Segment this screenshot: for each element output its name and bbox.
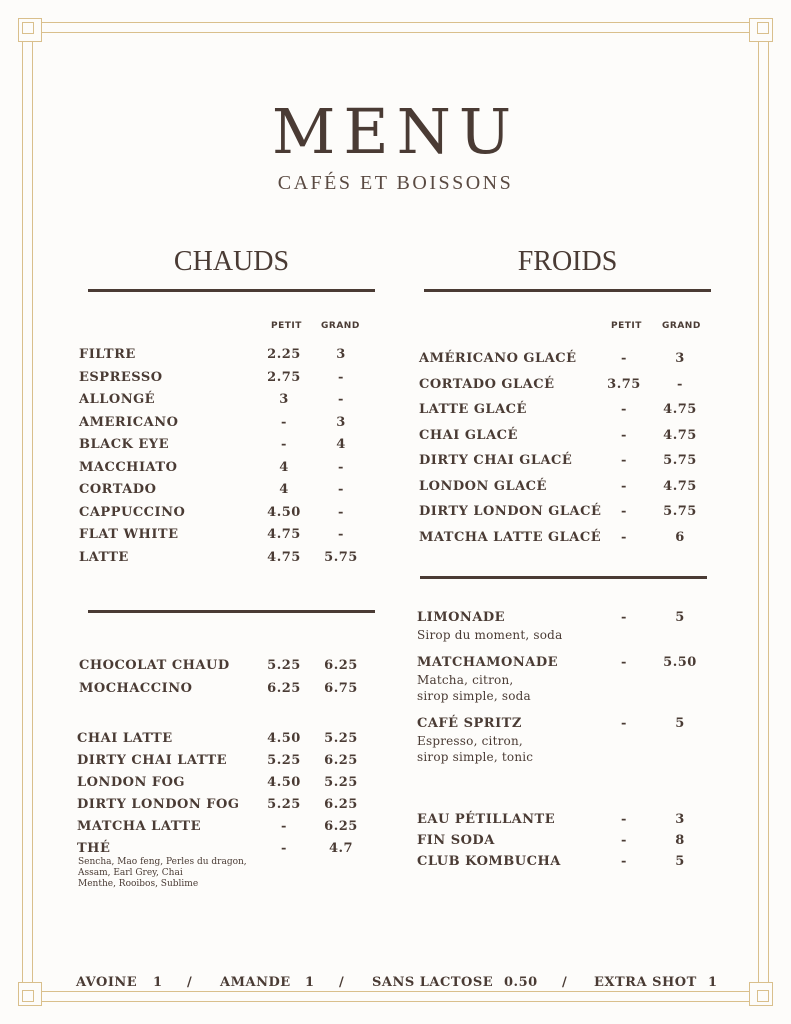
menu-item-price-grand: 5 [675,716,685,731]
menu-item-name: DIRTY CHAI LATTE [77,753,228,768]
menu-item-price-petit: - [621,453,627,468]
menu-item-price-petit: - [621,610,627,625]
menu-item-name: CORTADO GLACÉ [419,376,555,392]
menu-item-price-grand: 5 [675,854,685,869]
menu-item-price-grand: - [338,369,344,385]
menu-item-price-petit: - [621,402,627,417]
menu-item-name: THÉ [77,841,111,856]
menu-item-price-petit: 4.75 [267,549,301,565]
footer-separator: / [562,975,568,990]
column-header-petit: PETIT [271,321,302,331]
footer-separator: / [339,975,345,990]
add-ons-footer [0,975,791,995]
menu-item-price-petit: 5.25 [267,797,301,812]
the-description [78,857,247,890]
menu-item-description [417,627,562,643]
menu-item-price-grand: 4.75 [663,427,697,443]
menu-item-price-petit: - [621,854,627,869]
menu-item-name: ALLONGÉ [79,392,156,407]
menu-item-name: DIRTY LONDON FOG [77,797,240,812]
menu-item-description-line: Espresso, citron, [417,734,523,748]
menu-item-name: MATCHA LATTE GLACÉ [419,529,602,545]
menu-item-name: CHOCOLAT CHAUD [79,658,230,673]
menu-item-price-petit: - [621,504,627,519]
menu-item-name: MATCHAMONADE [417,655,559,670]
menu-item-price-grand: 3 [336,347,346,362]
menu-item-price-petit: 5.25 [267,753,301,768]
addon-amande-label: AMANDE [220,975,291,990]
menu-item-row [77,731,377,751]
menu-item-row [419,402,719,422]
menu-item-row [79,527,379,547]
menu-item-price-grand: 6.75 [324,680,358,696]
menu-item-row [79,370,379,390]
menu-item-row [419,453,719,473]
menu-item-name: LONDON GLACÉ [419,478,547,494]
menu-item-row [79,415,379,435]
section-divider [420,576,707,579]
footer-separator: / [187,975,193,990]
menu-item-price-grand: 5.25 [324,775,358,790]
menu-item-row [79,347,379,367]
page-title: MENU [271,95,520,168]
menu-item-price-petit: - [621,812,627,827]
menu-item-price-grand: - [338,392,344,407]
menu-item-row [77,753,377,773]
menu-item-row [417,716,717,764]
menu-item-row [79,482,379,502]
menu-item-name: BLACK EYE [79,437,169,452]
menu-item-price-petit: 3 [279,392,289,407]
menu-item-price-petit: 4 [279,482,289,497]
section-heading-chauds: CHAUDS [173,246,290,277]
menu-item-name: AMÉRICANO GLACÉ [419,351,577,366]
column-header-grand: GRAND [662,321,701,331]
menu-item-price-grand: 5.75 [663,453,697,468]
menu-item-price-petit: - [281,414,287,430]
menu-item-name: LONDON FOG [77,775,186,790]
menu-item-name: FILTRE [79,347,136,362]
menu-item-name: ESPRESSO [79,369,163,385]
menu-item-row [79,460,379,480]
addon-amande-price: 1 [305,975,315,990]
menu-item-price-petit: - [621,351,627,366]
menu-item-name: CLUB KOMBUCHA [417,854,561,869]
menu-item-price-grand: - [338,482,344,497]
menu-item-description-line: sirop simple, tonic [417,750,534,764]
menu-item-name: MOCHACCINO [79,680,193,696]
menu-item-price-grand: 8 [675,833,685,848]
menu-item-price-grand: 4.7 [328,841,354,856]
menu-item-row [419,530,719,550]
menu-item-price-petit: - [281,437,287,452]
menu-item-row [419,351,719,371]
menu-item-description-line: Sirop du moment, soda [417,628,563,642]
menu-item-price-grand: 3 [675,812,685,827]
section-divider [88,610,375,613]
menu-item-name: CORTADO [79,482,157,497]
menu-item-row [77,797,377,817]
menu-item-price-petit: 3.75 [607,376,641,392]
menu-item-description-line: Matcha, citron, [417,673,514,687]
menu-item-row [79,437,379,457]
the-description-line: Assam, Earl Grey, Chai [78,868,183,878]
menu-item-price-grand: 5.50 [663,655,697,670]
corner-ornament [18,18,42,42]
menu-item-price-petit: 4 [279,459,289,475]
menu-item-name: FLAT WHITE [79,527,179,542]
menu-item-price-grand: 5.75 [324,549,358,565]
menu-item-price-grand: 4.75 [663,402,697,417]
menu-item-price-petit: 4.50 [267,775,301,790]
menu-item-price-grand: 6.25 [324,797,358,812]
addon-avoine-price: 1 [153,975,163,990]
menu-item-description [417,672,531,704]
column-header-grand: GRAND [321,321,360,331]
menu-item-price-petit: - [621,655,627,670]
menu-item-price-grand: 6.25 [324,753,358,768]
addon-extra-shot-label: EXTRA SHOT [594,975,697,990]
menu-item-price-grand: 5 [675,610,685,625]
addon-avoine-label: AVOINE [76,975,138,990]
menu-item-row [77,819,377,839]
menu-item-description [417,733,533,765]
menu-item-name: FIN SODA [417,833,495,848]
menu-item-name: AMERICANO [79,414,179,430]
menu-item-price-petit: - [621,833,627,848]
menu-item-price-grand: - [338,504,344,520]
menu-item-price-grand: 5.75 [663,504,697,519]
menu-item-price-grand: 3 [675,351,685,366]
menu-item-row [417,655,717,703]
menu-item-name: DIRTY LONDON GLACÉ [419,504,602,519]
section-divider [88,289,375,292]
menu-item-name: CAFÉ SPRITZ [417,716,522,731]
addon-extra-shot-price: 1 [708,975,718,990]
menu-item-name: CHAI LATTE [77,731,173,746]
menu-item-price-grand: 4 [336,437,346,452]
menu-item-price-petit: - [281,819,287,834]
addon-sans-lactose-label: SANS LACTOSE [372,975,494,990]
menu-item-row [419,428,719,448]
the-description-line: Menthe, Rooibos, Sublime [78,879,199,889]
menu-item-row [79,658,379,678]
menu-item-price-grand: - [677,376,683,392]
menu-item-price-grand: 6.25 [324,658,358,673]
menu-item-row [77,775,377,795]
menu-item-name: LATTE GLACÉ [419,402,527,417]
menu-item-row [417,610,717,642]
menu-item-description-line: sirop simple, soda [417,689,531,703]
menu-item-name: CAPPUCCINO [79,504,186,520]
page-subtitle: CAFÉS ET BOISSONS [277,172,514,194]
menu-item-price-grand: 6.25 [324,819,358,834]
menu-item-row [419,504,719,524]
menu-item-price-grand: 4.75 [663,478,697,494]
menu-item-price-grand: - [338,459,344,475]
menu-item-price-petit: - [621,529,627,545]
section-heading-froids: FROIDS [517,246,618,277]
menu-item-row [417,854,717,874]
menu-item-price-petit: - [621,478,627,494]
menu-item-price-petit: 2.75 [267,369,301,385]
column-header-petit: PETIT [611,321,642,331]
corner-ornament [749,18,773,42]
menu-item-name: MACCHIATO [79,459,178,475]
menu-item-price-petit: 4.75 [267,527,301,542]
section-divider [424,289,711,292]
menu-item-row [417,812,717,832]
menu-item-name: EAU PÉTILLANTE [417,812,556,827]
menu-item-name: LIMONADE [417,610,506,625]
menu-item-row [79,681,379,701]
menu-item-name: LATTE [79,549,129,565]
menu-item-price-grand: 6 [675,529,685,545]
menu-item-price-petit: - [621,716,627,731]
menu-item-price-petit: 6.25 [267,680,301,696]
menu-item-price-petit: 4.50 [267,504,301,520]
menu-item-price-petit: - [621,427,627,443]
menu-item-name: CHAI GLACÉ [419,427,518,443]
menu-item-row [79,550,379,570]
menu-item-name: MATCHA LATTE [77,819,201,834]
menu-item-row [79,392,379,412]
menu-item-price-petit: 5.25 [267,658,301,673]
menu-item-row [417,833,717,853]
menu-item-name: DIRTY CHAI GLACÉ [419,453,573,468]
menu-item-price-grand: 5.25 [324,731,358,746]
menu-item-price-petit: 4.50 [267,731,301,746]
menu-item-row [79,505,379,525]
menu-item-price-petit: 2.25 [267,347,301,362]
the-description-line: Sencha, Mao feng, Perles du dragon, [78,857,247,867]
addon-sans-lactose-price: 0.50 [504,975,538,990]
menu-item-row [419,377,719,397]
menu-item-price-grand: - [338,527,344,542]
menu-item-price-petit: - [281,841,287,856]
menu-item-row [419,479,719,499]
menu-item-price-grand: 3 [336,414,346,430]
